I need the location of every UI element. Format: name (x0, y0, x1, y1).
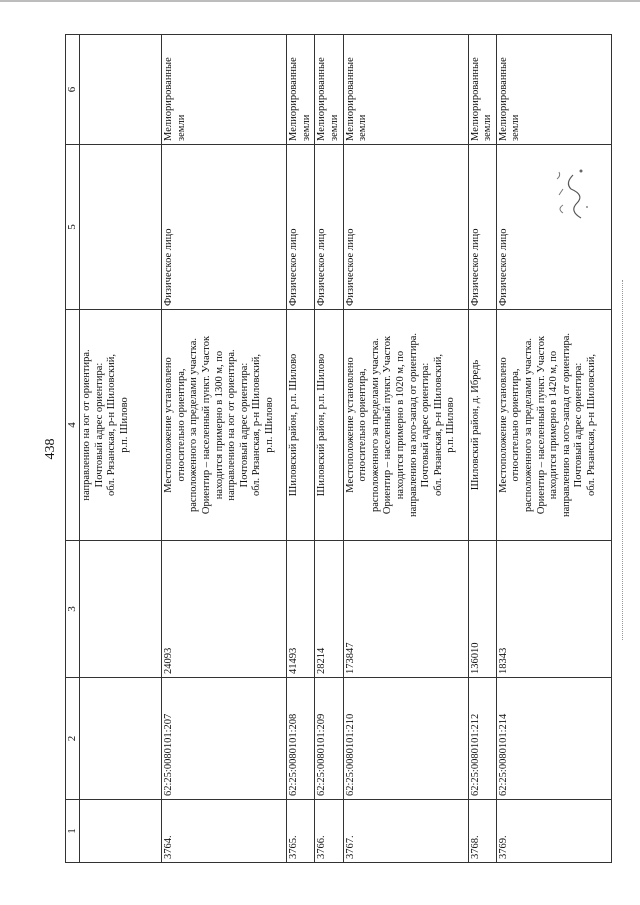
owner-type: Физическое лицо (468, 145, 496, 310)
owner-type: Физическое лицо (287, 145, 315, 310)
header-col-1: 1 (66, 800, 80, 863)
owner-type: Физическое лицо (496, 145, 611, 310)
area-value: 41493 (287, 541, 315, 678)
location-text: Шиловский район, р.п. Шилово (316, 353, 328, 497)
scan-edge-line (0, 0, 640, 2)
rotated-page (39, 35, 608, 863)
cadastral-number (80, 678, 162, 800)
cadastral-number: 62:25:0080101:212 (468, 678, 496, 800)
row-number: 3769. (496, 800, 611, 863)
table-row (496, 35, 611, 863)
land-category (80, 35, 162, 145)
table-row (287, 35, 315, 863)
cadastral-number: 62:25:0080101:214 (496, 678, 611, 800)
location-text: Шиловский район, р.п. Шилово (288, 353, 300, 497)
header-col-3: 3 (66, 541, 80, 678)
row-number: 3764. (162, 800, 287, 863)
land-category: Мелиорированные земли (468, 35, 496, 145)
owner-type: Физическое лицо (315, 145, 343, 310)
owner-type: Физическое лицо (343, 145, 468, 310)
table-row (162, 35, 287, 863)
header-col-5: 5 (66, 145, 80, 310)
cadastral-number: 62:25:0080101:210 (343, 678, 468, 800)
land-category: Мелиорированные земли (287, 35, 315, 145)
table-row (468, 35, 496, 863)
owner-type (80, 145, 162, 310)
land-category: Мелиорированные земли (315, 35, 343, 145)
location-text: Местоположение установлено относительно ориентира, расположенного за пределами участка. Ориентир – населенный пункт. Участок находится примерно в 1420 м, по направлению на юго-запад от ориентира. Почтовый адрес ориентира: обл. Рязанская, р-н Шиловский, (497, 332, 597, 518)
row-number: 3766. (315, 800, 343, 863)
area-value: 136010 (468, 541, 496, 678)
cadastral-number: 62:25:0080101:207 (162, 678, 287, 800)
land-category: Мелиорированные земли (162, 35, 287, 145)
row-number: 3765. (287, 800, 315, 863)
table-row (343, 35, 468, 863)
area-value (80, 541, 162, 678)
area-value: 24093 (162, 541, 287, 678)
row-number (80, 800, 162, 863)
header-col-2: 2 (66, 678, 80, 800)
cadastral-number: 62:25:0080101:208 (287, 678, 315, 800)
area-value: 28214 (315, 541, 343, 678)
land-category: Мелиорированные земли (343, 35, 468, 145)
page-number: 438 (43, 438, 58, 460)
location-text: Местоположение установлено относительно ориентира, расположенного за пределами участка. Ориентир – населенный пункт. Участок находится примерно в 1020 м, по направлению на юго-запад от ориентира. Почтовый адрес ориентира: обл. Рязанская, р-н Шиловский, р.п. Шилово (344, 332, 457, 518)
area-value: 173847 (343, 541, 468, 678)
location-text: Местоположение установлено относительно ориентира, расположенного за пределами участка. Ориентир – населенный пункт. Участок находится примерно в 1300 м, по направлению на юг от ориентира. Почтовый адрес ориентира: обл. Рязанская, р-н Шиловский, р.п. Шилово (163, 335, 275, 515)
location-text: Шиловский район, д. Ибредь (469, 359, 481, 491)
table-header-row (66, 35, 80, 863)
registry-table (65, 34, 612, 863)
ink-mark (551, 163, 591, 223)
owner-type: Физическое лицо (162, 145, 287, 310)
header-col-6: 6 (66, 35, 80, 145)
area-value: 18343 (496, 541, 611, 678)
cadastral-number: 62:25:0080101:209 (315, 678, 343, 800)
row-number: 3767. (343, 800, 468, 863)
header-col-4: 4 (66, 310, 80, 541)
table-row (80, 35, 162, 863)
land-category: Мелиорированные земли (496, 35, 611, 145)
scan-edge-dots (622, 280, 626, 640)
row-number: 3768. (468, 800, 496, 863)
location-text: направлению на юг от ориентира. Почтовый адрес ориентира: обл. Рязанская, р-н Шиловский, р.п. Шилово (81, 349, 130, 501)
table-row (315, 35, 343, 863)
